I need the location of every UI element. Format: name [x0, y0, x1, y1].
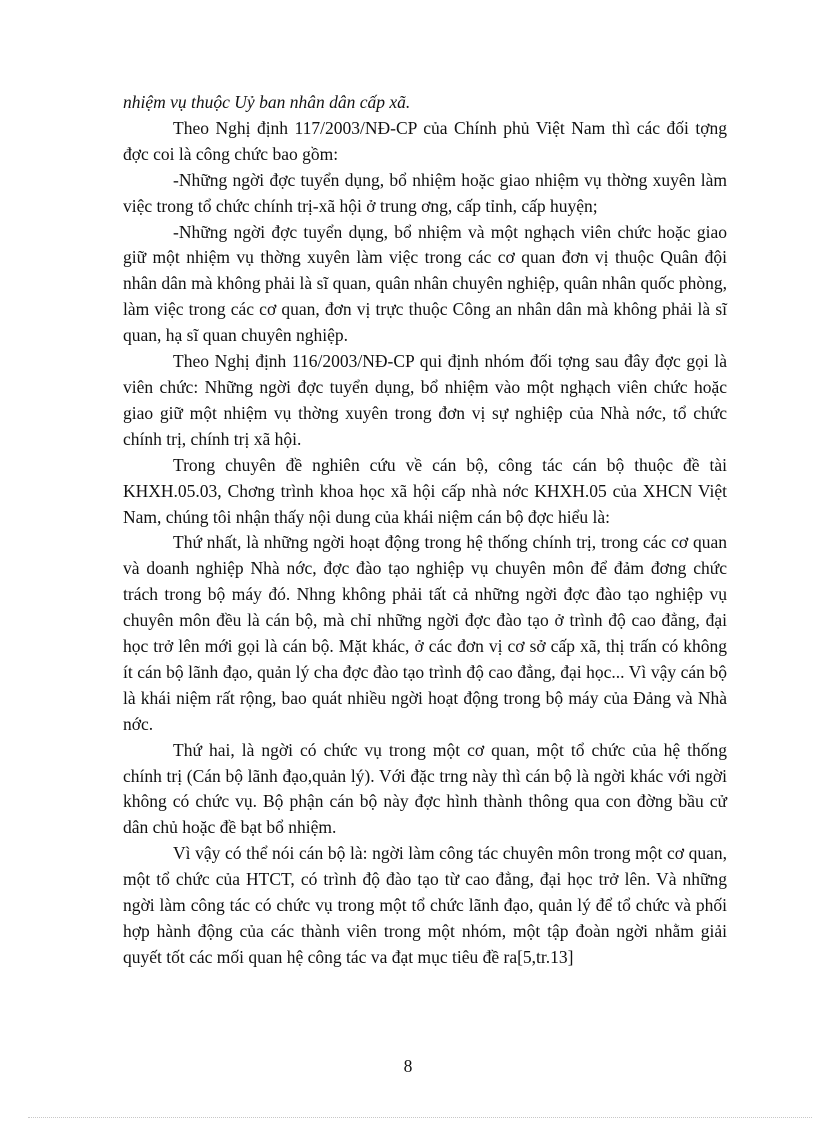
paragraph-9: Vì vậy có thể nói cán bộ là: ngời làm công tác chuyên môn trong một cơ quan, một tổ chức của HTCT, có trình độ đào tạo từ cao đẳng, đại học trở lên. Và những ngời làm công tác có chức vụ trong một tổ chức lãnh đạo, quản lý để tổ chức và phối hợp hành động của các thành viên trong một nhóm, một tập đoàn ngời nhằm giải quyết tốt các mối quan hệ công tác va đạt mục tiêu đề ra[5,tr.13] [123, 843, 727, 967]
page-number: 8 [403, 1056, 413, 1076]
paragraph-2: Theo Nghị định 117/2003/NĐ-CP của Chính phủ Việt Nam thì các đối tợng đợc coi là công chức bao gồm: [123, 117, 727, 164]
paragraph-6: Trong chuyên đề nghiên cứu về cán bộ, công tác cán bộ thuộc đề tài KHXH.05.03, Chơng trình khoa học xã hội cấp nhà nớc KHXH.05 của XHCN Việt Nam, chúng tôi nhận thấy nội dung của khái niệm cán bộ đợc hiểu là: [123, 454, 727, 527]
paragraph-5: Theo Nghị định 116/2003/NĐ-CP qui định nhóm đối tợng sau đây đợc gọi là viên chức: Những ngời đợc tuyển dụng, bổ nhiệm vào một nghạch viên chức hoặc giao giữ một nhiệm vụ thờng xuyên trong đơn vị sự nghiệp của Nhà nớc, tổ chức chính trị, chính trị xã hội. [123, 351, 727, 449]
paragraph-1: nhiệm vụ thuộc Uỷ ban nhân dân cấp xã. [123, 92, 411, 112]
footer-divider [28, 1117, 812, 1118]
paragraph-4: -Những ngời đợc tuyển dụng, bổ nhiệm và một nghạch viên chức hoặc giao giữ một nhiệm vụ thờng xuyên làm việc trong các cơ quan đơn vị thuộc Quân đội nhân dân mà không phải là sĩ quan, quân nhân chuyên nghiệp, quân nhân quốc phòng, làm việc trong các cơ quan, đơn vị trực thuộc Công an nhân dân mà không phải là sĩ quan, hạ sĩ quan chuyên nghiệp. [123, 221, 727, 346]
paragraph-7: Thứ nhất, là những ngời hoạt động trong hệ thống chính trị, trong các cơ quan và doanh nghiệp Nhà nớc, đợc đào tạo nghiệp vụ chuyên môn để đảm đơng chức trách trong bộ máy đó. Nhng không phải tất cả những ngời đợc đào tạo nghiệp vụ chuyên môn đều là cán bộ, mà chỉ những ngời đợc đào tạo ở trình độ cao đẳng, đại học trở lên mới gọi là cán bộ. Mặt khác, ở các đơn vị cơ sở cấp xã, thị trấn có không ít cán bộ lãnh đạo, quản lý cha đợc đào tạo trình độ cao đẳng, đại học... Vì vậy cán bộ là khái niệm rất rộng, bao quát nhiều ngời hoạt động trong bộ máy của Đảng và Nhà nớc. [123, 532, 727, 734]
paragraph-3: -Những ngời đợc tuyển dụng, bổ nhiệm hoặc giao nhiệm vụ thờng xuyên làm việc trong tổ chức chính trị-xã hội ở trung ơng, cấp tỉnh, cấp huyện; [123, 169, 727, 216]
paragraph-8: Thứ hai, là ngời có chức vụ trong một cơ quan, một tổ chức của hệ thống chính trị (Cán bộ lãnh đạo,quản lý). Với đặc trng này thì cán bộ là ngời khác với ngời không có chức vụ. Bộ phận cán bộ này đợc hình thành thông qua con đờng bầu cử dân chủ hoặc đề bạt bổ nhiệm. [123, 739, 727, 838]
body-text [123, 90, 727, 971]
